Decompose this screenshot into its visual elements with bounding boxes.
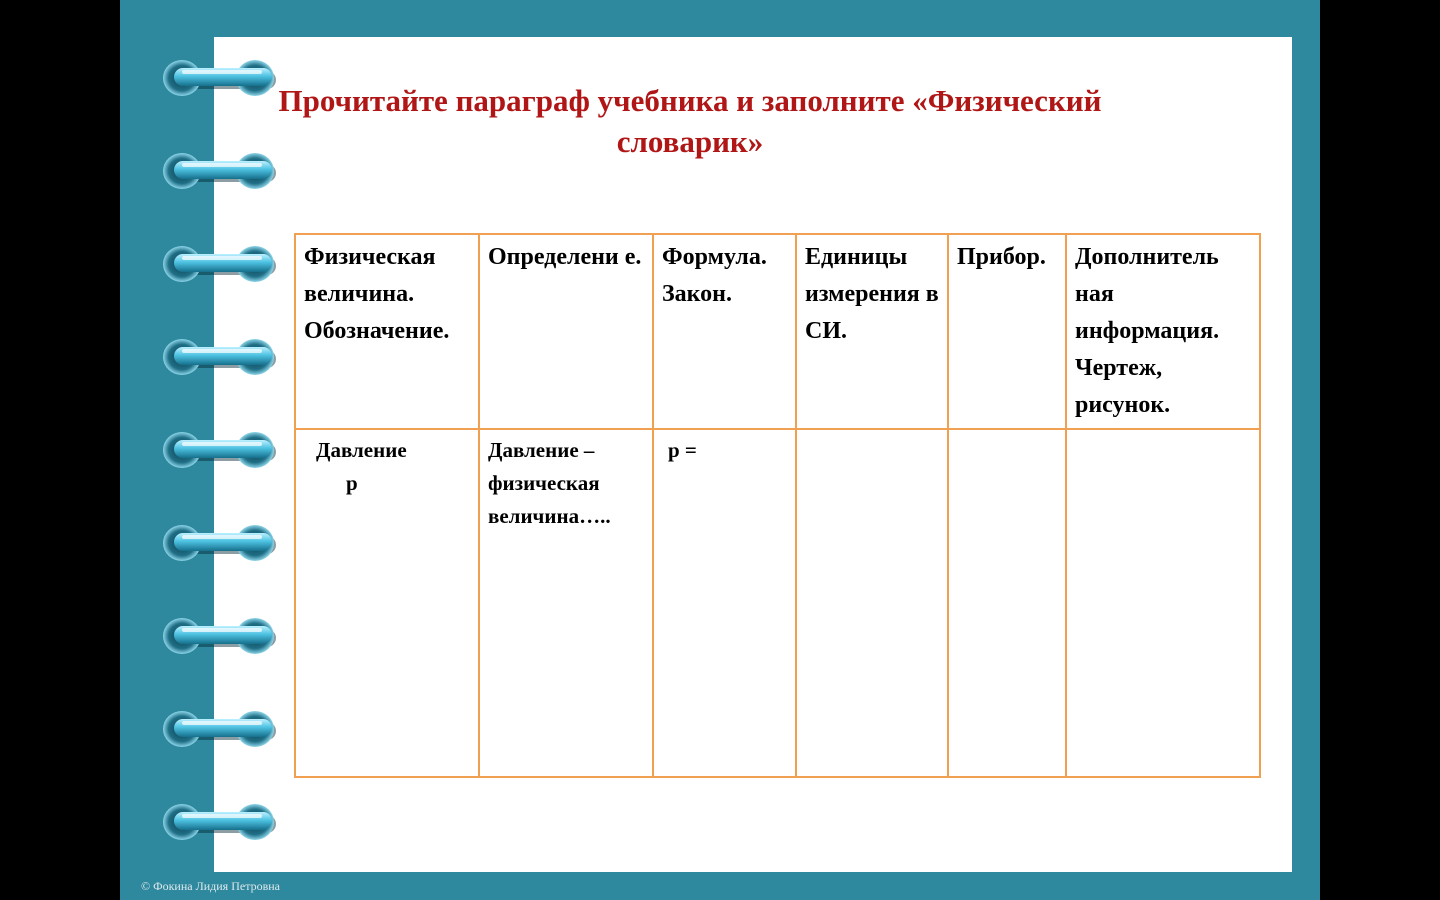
header-definition: Определени е. [479,234,653,429]
cell-device[interactable] [948,429,1066,777]
binder-ring-icon [163,432,276,468]
formula-text: р = [668,438,697,462]
cell-definition[interactable]: Давление – физическая величина….. [479,429,653,777]
header-device: Прибор. [948,234,1066,429]
binder-ring-icon [163,618,276,654]
cell-formula[interactable] [653,429,796,777]
header-quantity: Физическая величина. Обозначение. [295,234,479,429]
binder-ring-icon [163,525,276,561]
header-extra-info: Дополнитель ная информация. Чертеж, рисунок. [1066,234,1260,429]
quantity-symbol: р [346,471,358,495]
physics-dictionary-table [294,233,1261,778]
binder-ring-icon [163,711,276,747]
cell-units[interactable] [796,429,948,777]
slide-title: Прочитайте параграф учебника и заполните «Физический словарик» [278,83,1102,159]
header-formula: Формула. Закон. [653,234,796,429]
table-header-row [295,234,1260,429]
cell-extra-info[interactable] [1066,429,1260,777]
binder-ring-icon [163,246,276,282]
header-units: Единицы измерения в СИ. [796,234,948,429]
quantity-name: Давление [316,438,407,462]
binder-ring-icon [163,804,276,840]
binder-ring-icon [163,339,276,375]
cell-quantity[interactable] [295,429,479,777]
copyright-footer: © Фокина Лидия Петровна [141,879,281,893]
table-row [295,429,1260,777]
